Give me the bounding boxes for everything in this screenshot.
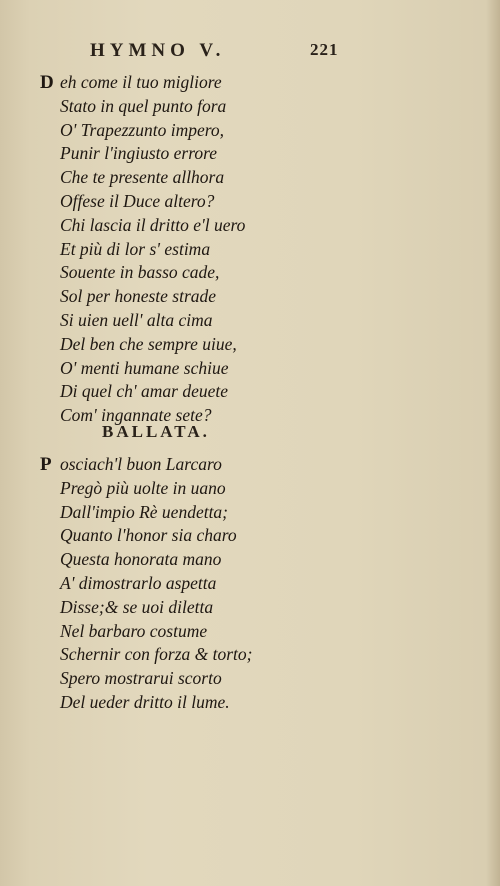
verse-line: Et più di lor s' estima <box>60 238 211 259</box>
verse-line: Di quel ch' amar deuete <box>60 381 229 402</box>
hymn-stanza <box>40 71 245 428</box>
verse-line: A' dimostrarlo aspetta <box>60 572 217 593</box>
verse-line: D eh come il tuo migliore <box>40 72 222 93</box>
verse-line: Del ben che sempre uiue, <box>60 333 237 354</box>
verse-line: Che te presente allhora <box>60 167 225 188</box>
verse-line: Sol per honeste strade <box>60 286 217 307</box>
page-header <box>0 40 500 66</box>
section-title: BALLATA. <box>102 422 210 441</box>
verse-line: Quanto l'honor sia charo <box>60 525 237 546</box>
verse-line: Com' ingannate sete? <box>60 405 212 426</box>
verse-line: Dall'impio Rè uendetta; <box>60 501 229 522</box>
drop-initial: P <box>40 454 52 475</box>
verse-line: Nel barbaro costume <box>60 620 208 641</box>
page-edge-shadow <box>486 0 500 886</box>
verse-line: O' Trapezzunto impero, <box>60 119 225 140</box>
drop-initial: D <box>40 72 54 93</box>
ballata-stanza <box>40 453 253 715</box>
verse-line: Chi lascia il dritto e'l uero <box>60 214 246 235</box>
verse-line: Punir l'ingiusto errore <box>60 143 218 164</box>
verse-line: Souente in basso cade, <box>60 262 220 283</box>
verse-line: P osciach'l buon Larcaro <box>40 454 222 475</box>
verse-line: Questa honorata mano <box>60 549 222 570</box>
show-through-reverse-text <box>250 60 480 269</box>
verse-line: Offese il Duce altero? <box>60 190 215 211</box>
verse-line: O' menti humane schiue <box>60 357 229 378</box>
verse-line: Stato in quel punto fora <box>60 95 227 116</box>
running-title: HYMNO V. <box>90 40 226 61</box>
verse-line: Schernir con forza & torto; <box>60 644 253 665</box>
verse-line: Disse;& se uoi diletta <box>60 596 214 617</box>
page-number: 221 <box>310 40 339 59</box>
verse-line: Spero mostrarui scorto <box>60 668 222 689</box>
verse-line: Del ueder dritto il lume. <box>60 691 230 712</box>
verse-line: Pregò più uolte in uano <box>60 477 226 498</box>
verse-line: Si uien uell' alta cima <box>60 309 213 330</box>
